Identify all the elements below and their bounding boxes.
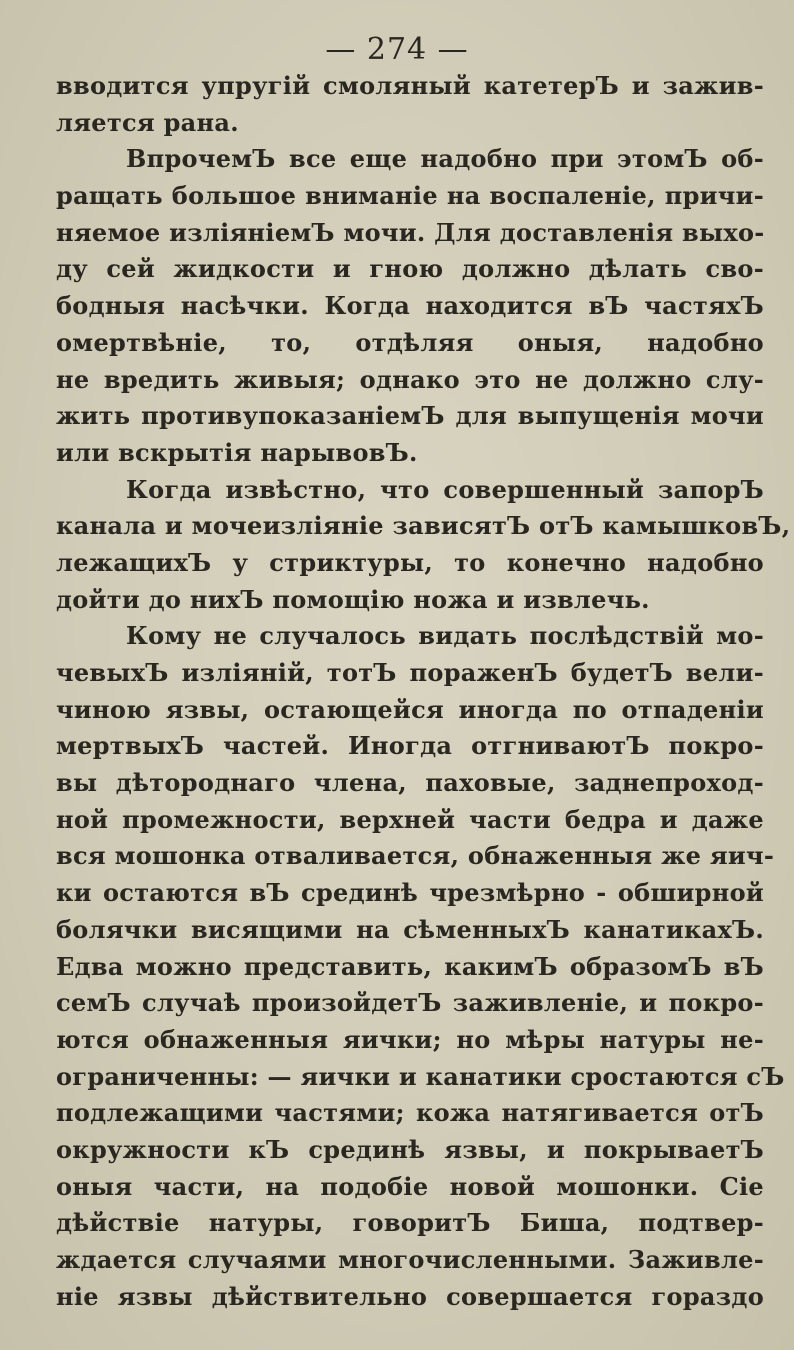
text-line: омертвѣніе, то, отдѣляя оныя, надобно (56, 327, 764, 357)
text-line: жить противупоказаніемЪ для выпущенія мочи (56, 401, 764, 431)
text-line: мертвыхЪ частей. Иногда отгниваютЪ покро- (56, 731, 764, 761)
text-line: няемое изліяніемЪ мочи. Для доставленія выхо- (56, 217, 765, 247)
text-line: бодныя насѣчки. Когда находится вЪ частяхЪ (56, 291, 764, 321)
text-line: не вредить живыя; однако это не должно слу- (56, 364, 764, 394)
text-line: ной промежности, верхней части бедра и даже (56, 804, 764, 834)
paragraph-start-line: Когда извѣстно, что совершенный запорЪ (126, 474, 764, 504)
text-line: подлежащими частями; кожа натягивается отЪ (56, 1098, 764, 1128)
body-text (56, 68, 791, 1315)
text-line: Едва можно представить, какимЪ образомЪ вЪ (56, 951, 764, 981)
text-line: чиною язвы, остающейся иногда по отпаденіи (56, 694, 764, 724)
text-line: вся мошонка отваливается, обнаженныя же яич- (56, 841, 775, 871)
text-line: вводится упругій смоляный катетерЪ и зажив- (56, 71, 764, 100)
paragraph-start-line: ВпрочемЪ все еще надобно при этомЪ об- (126, 144, 764, 174)
text-line: окружности кЪ срединѣ язвы, и покрываетЪ (56, 1134, 764, 1164)
text-line: ращать большое вниманіе на воспаленіе, причи- (56, 181, 764, 211)
paragraph-start-line: Кому не случалось видать послѣдствій мо- (126, 621, 764, 651)
text-line: ждается случаями многочисленными. Заживле- (56, 1245, 764, 1274)
text-line: ки остаются вЪ срединѣ чрезмѣрно - обширной (56, 878, 764, 908)
text-line: оныя части, на подобіе новой мошонки. Сіе (56, 1171, 764, 1201)
text-line: дойти до нихЪ помощію ножа и извлечь. (56, 584, 650, 614)
text-line: лежащихЪ у стриктуры, то конечно надобно (56, 547, 764, 577)
page-number: — 274 — (325, 32, 469, 67)
text-line: ду сей жидкости и гною должно дѣлать сво- (56, 254, 764, 284)
text-line: семЪ случаѣ произойдетЪ заживленіе, и покро- (56, 988, 764, 1018)
text-line: вы дѣтороднаго члена, паховые, заднепроход- (56, 768, 764, 798)
text-line: ляется рана. (56, 107, 239, 137)
text-line: канала и мочеизліяніе зависятЪ отЪ камышковЪ, (56, 511, 791, 541)
text-line: ніе язвы дѣйствительно совершается гораздо (56, 1281, 764, 1311)
text-line: болячки висящими на сѣменныхЪ канатикахЪ. (56, 914, 764, 944)
text-line: дѣйствіе натуры, говоритЪ Биша, подтвер- (56, 1208, 764, 1238)
text-line: или вскрытія нарывовЪ. (56, 437, 418, 467)
text-line: чевыхЪ изліяній, тотЪ пораженЪ будетЪ вели- (56, 658, 764, 687)
text-line: ограниченны: — яички и канатики сростаются сЪ (56, 1061, 785, 1091)
text-line: ются обнаженныя яички; но мѣры натуры не- (56, 1024, 764, 1054)
